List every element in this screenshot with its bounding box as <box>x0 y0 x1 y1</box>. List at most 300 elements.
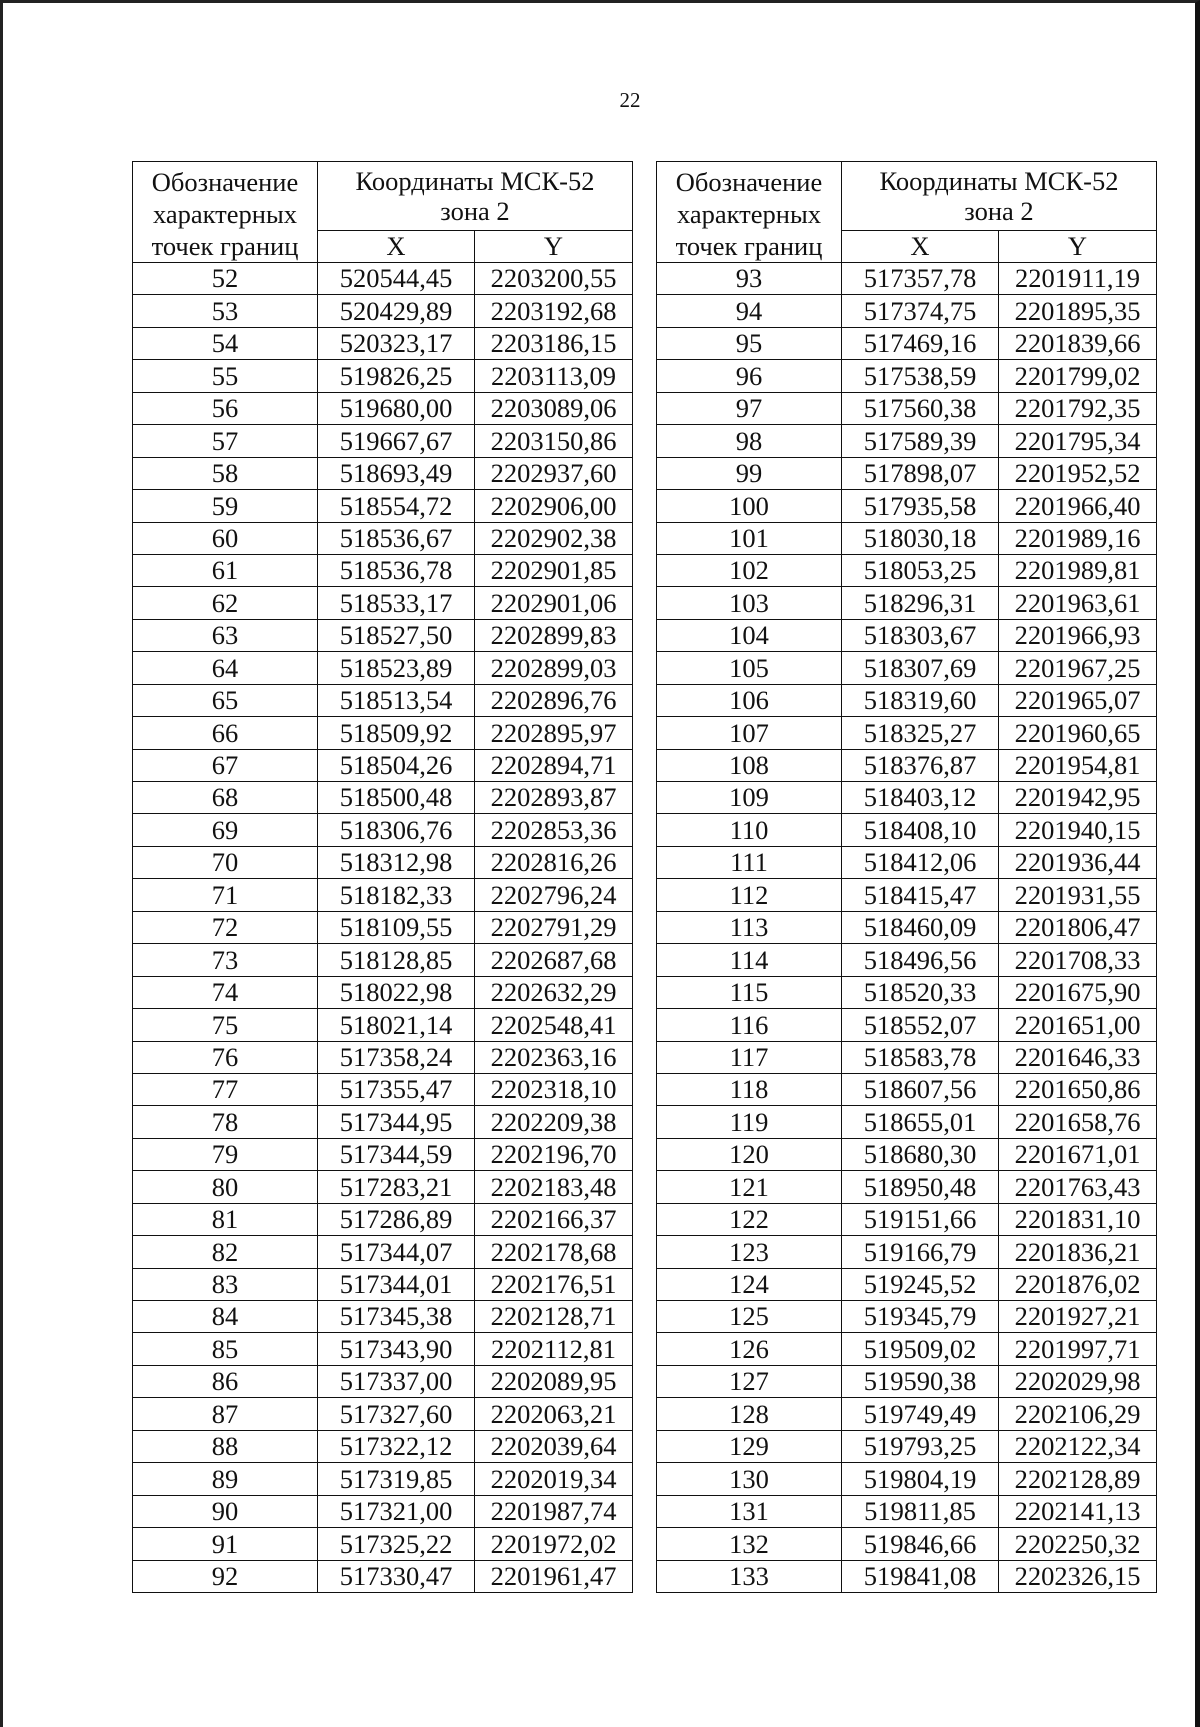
point-id-cell: 67 <box>133 749 318 781</box>
point-id-cell: 95 <box>657 327 842 359</box>
x-coordinate-cell: 518500,48 <box>318 782 475 814</box>
y-coordinate-cell: 2202196,70 <box>475 1138 633 1170</box>
point-id-cell: 55 <box>133 360 318 392</box>
y-coordinate-cell: 2201936,44 <box>999 846 1157 878</box>
y-coordinate-cell: 2202632,29 <box>475 976 633 1008</box>
point-id-cell: 131 <box>657 1495 842 1527</box>
x-coordinate-cell: 519841,08 <box>842 1560 999 1592</box>
x-coordinate-cell: 519590,38 <box>842 1365 999 1397</box>
point-id-cell: 128 <box>657 1398 842 1430</box>
table-row <box>657 1106 1157 1138</box>
y-coordinate-cell: 2201966,93 <box>999 619 1157 651</box>
x-coordinate-cell: 519804,19 <box>842 1463 999 1495</box>
y-coordinate-cell: 2202548,41 <box>475 1009 633 1041</box>
x-coordinate-cell: 518109,55 <box>318 911 475 943</box>
table-row <box>657 879 1157 911</box>
x-coordinate-cell: 518504,26 <box>318 749 475 781</box>
x-coordinate-cell: 518680,30 <box>842 1138 999 1170</box>
point-id-cell: 52 <box>133 263 318 295</box>
table-row <box>657 327 1157 359</box>
table-row <box>133 976 633 1008</box>
table-row <box>657 295 1157 327</box>
table-row <box>657 1041 1157 1073</box>
point-id-cell: 103 <box>657 587 842 619</box>
point-id-cell: 75 <box>133 1009 318 1041</box>
x-coordinate-cell: 518296,31 <box>842 587 999 619</box>
y-coordinate-cell: 2201650,86 <box>999 1073 1157 1105</box>
point-id-cell: 54 <box>133 327 318 359</box>
table-row <box>657 1398 1157 1430</box>
x-coordinate-cell: 517327,60 <box>318 1398 475 1430</box>
x-coordinate-cell: 517337,00 <box>318 1365 475 1397</box>
point-id-cell: 56 <box>133 392 318 424</box>
point-id-cell: 107 <box>657 717 842 749</box>
x-coordinate-cell: 518523,89 <box>318 652 475 684</box>
y-coordinate-cell: 2201942,95 <box>999 782 1157 814</box>
point-id-cell: 127 <box>657 1365 842 1397</box>
table-row <box>657 1528 1157 1560</box>
y-coordinate-cell: 2201940,15 <box>999 814 1157 846</box>
table-row <box>133 587 633 619</box>
x-coordinate-cell: 518325,27 <box>842 717 999 749</box>
point-id-cell: 109 <box>657 782 842 814</box>
x-coordinate-cell: 519667,67 <box>318 425 475 457</box>
x-column-header: X <box>842 231 999 263</box>
y-coordinate-cell: 2202176,51 <box>475 1268 633 1300</box>
table-row <box>657 1430 1157 1462</box>
y-coordinate-cell: 2202906,00 <box>475 490 633 522</box>
point-id-cell: 63 <box>133 619 318 651</box>
y-coordinate-cell: 2202122,34 <box>999 1430 1157 1462</box>
point-label-line-1: Обозначение <box>151 167 299 197</box>
point-id-cell: 114 <box>657 944 842 976</box>
table-row <box>133 1463 633 1495</box>
x-coordinate-cell: 518527,50 <box>318 619 475 651</box>
x-coordinate-cell: 518520,33 <box>842 976 999 1008</box>
point-id-cell: 125 <box>657 1301 842 1333</box>
point-id-cell: 73 <box>133 944 318 976</box>
y-coordinate-cell: 2202128,71 <box>475 1301 633 1333</box>
table-row <box>657 619 1157 651</box>
table-row <box>657 392 1157 424</box>
point-id-cell: 77 <box>133 1073 318 1105</box>
point-label-header <box>133 162 318 263</box>
table-row <box>133 360 633 392</box>
y-coordinate-cell: 2202112,81 <box>475 1333 633 1365</box>
table-row <box>133 1171 633 1203</box>
y-coordinate-cell: 2201965,07 <box>999 684 1157 716</box>
x-coordinate-cell: 517330,47 <box>318 1560 475 1592</box>
point-id-cell: 62 <box>133 587 318 619</box>
x-coordinate-cell: 518496,56 <box>842 944 999 976</box>
y-coordinate-cell: 2201989,16 <box>999 522 1157 554</box>
y-coordinate-cell: 2202896,76 <box>475 684 633 716</box>
point-id-cell: 108 <box>657 749 842 781</box>
point-id-cell: 119 <box>657 1106 842 1138</box>
table-row <box>133 782 633 814</box>
x-coordinate-cell: 517344,07 <box>318 1236 475 1268</box>
y-coordinate-cell: 2202209,38 <box>475 1106 633 1138</box>
table-row <box>133 457 633 489</box>
table-row <box>133 1301 633 1333</box>
y-column-header: Y <box>475 231 633 263</box>
x-coordinate-cell: 517344,95 <box>318 1106 475 1138</box>
y-coordinate-cell: 2202063,21 <box>475 1398 633 1430</box>
x-coordinate-cell: 518021,14 <box>318 1009 475 1041</box>
table-row <box>133 522 633 554</box>
point-id-cell: 120 <box>657 1138 842 1170</box>
point-id-cell: 90 <box>133 1495 318 1527</box>
x-coordinate-cell: 518022,98 <box>318 976 475 1008</box>
y-coordinate-cell: 2201989,81 <box>999 554 1157 586</box>
point-id-cell: 112 <box>657 879 842 911</box>
point-label-line-2: характерных <box>676 199 822 229</box>
x-coordinate-cell: 518460,09 <box>842 911 999 943</box>
table-row <box>657 587 1157 619</box>
y-coordinate-cell: 2202893,87 <box>475 782 633 814</box>
table-row <box>657 1495 1157 1527</box>
table-row <box>133 944 633 976</box>
point-id-cell: 99 <box>657 457 842 489</box>
y-coordinate-cell: 2203089,06 <box>475 392 633 424</box>
y-coordinate-cell: 2202039,64 <box>475 1430 633 1462</box>
table-row <box>133 1106 633 1138</box>
table-row <box>133 1560 633 1592</box>
point-id-cell: 118 <box>657 1073 842 1105</box>
point-id-cell: 78 <box>133 1106 318 1138</box>
x-coordinate-cell: 517344,59 <box>318 1138 475 1170</box>
point-id-cell: 80 <box>133 1171 318 1203</box>
x-coordinate-cell: 517286,89 <box>318 1203 475 1235</box>
table-row <box>133 1430 633 1462</box>
x-coordinate-cell: 518053,25 <box>842 554 999 586</box>
x-coordinate-cell: 517469,16 <box>842 327 999 359</box>
point-label-header <box>657 162 842 263</box>
point-id-cell: 105 <box>657 652 842 684</box>
x-coordinate-cell: 518412,06 <box>842 846 999 878</box>
x-coordinate-cell: 518303,67 <box>842 619 999 651</box>
point-id-cell: 72 <box>133 911 318 943</box>
point-id-cell: 81 <box>133 1203 318 1235</box>
point-id-cell: 53 <box>133 295 318 327</box>
point-id-cell: 111 <box>657 846 842 878</box>
y-coordinate-cell: 2202816,26 <box>475 846 633 878</box>
table-row <box>133 846 633 878</box>
point-id-cell: 116 <box>657 1009 842 1041</box>
coordinates-group-header <box>842 162 1157 231</box>
table-row <box>657 652 1157 684</box>
y-coordinate-cell: 2201966,40 <box>999 490 1157 522</box>
x-coordinate-cell: 518536,78 <box>318 554 475 586</box>
x-coordinate-cell: 519680,00 <box>318 392 475 424</box>
y-coordinate-cell: 2201967,25 <box>999 652 1157 684</box>
table-row <box>133 295 633 327</box>
table-row <box>133 652 633 684</box>
table-row <box>657 1301 1157 1333</box>
table-row <box>133 879 633 911</box>
point-id-cell: 86 <box>133 1365 318 1397</box>
y-coordinate-cell: 2202902,38 <box>475 522 633 554</box>
x-coordinate-cell: 518182,33 <box>318 879 475 911</box>
y-column-header: Y <box>999 231 1157 263</box>
y-coordinate-cell: 2201651,00 <box>999 1009 1157 1041</box>
y-coordinate-cell: 2201763,43 <box>999 1171 1157 1203</box>
x-coordinate-cell: 517321,00 <box>318 1495 475 1527</box>
y-coordinate-cell: 2201961,47 <box>475 1560 633 1592</box>
table-row <box>133 684 633 716</box>
point-label-line-3: точек границ <box>151 231 299 261</box>
point-id-cell: 85 <box>133 1333 318 1365</box>
y-coordinate-cell: 2201646,33 <box>999 1041 1157 1073</box>
coordinates-table-left <box>132 161 633 1593</box>
x-coordinate-cell: 519826,25 <box>318 360 475 392</box>
y-coordinate-cell: 2201972,02 <box>475 1528 633 1560</box>
point-label-line-3: точек границ <box>675 231 823 261</box>
y-coordinate-cell: 2202089,95 <box>475 1365 633 1397</box>
x-coordinate-cell: 517345,38 <box>318 1301 475 1333</box>
x-coordinate-cell: 519793,25 <box>842 1430 999 1462</box>
x-coordinate-cell: 518319,60 <box>842 684 999 716</box>
x-coordinate-cell: 518693,49 <box>318 457 475 489</box>
y-coordinate-cell: 2202796,24 <box>475 879 633 911</box>
point-id-cell: 98 <box>657 425 842 457</box>
table-row <box>657 522 1157 554</box>
x-coordinate-cell: 517357,78 <box>842 263 999 295</box>
point-id-cell: 57 <box>133 425 318 457</box>
point-id-cell: 64 <box>133 652 318 684</box>
y-coordinate-cell: 2201895,35 <box>999 295 1157 327</box>
table-row <box>657 360 1157 392</box>
y-coordinate-cell: 2202899,83 <box>475 619 633 651</box>
x-coordinate-cell: 519846,66 <box>842 1528 999 1560</box>
y-coordinate-cell: 2201927,21 <box>999 1301 1157 1333</box>
x-coordinate-cell: 517322,12 <box>318 1430 475 1462</box>
point-id-cell: 97 <box>657 392 842 424</box>
point-id-cell: 84 <box>133 1301 318 1333</box>
y-coordinate-cell: 2202899,03 <box>475 652 633 684</box>
table-row <box>133 425 633 457</box>
x-coordinate-cell: 517343,90 <box>318 1333 475 1365</box>
y-coordinate-cell: 2201931,55 <box>999 879 1157 911</box>
x-coordinate-cell: 517560,38 <box>842 392 999 424</box>
table-row <box>133 1333 633 1365</box>
x-coordinate-cell: 518415,47 <box>842 879 999 911</box>
table-row <box>657 684 1157 716</box>
point-id-cell: 117 <box>657 1041 842 1073</box>
point-id-cell: 69 <box>133 814 318 846</box>
coords-label-line-2: зона 2 <box>440 196 510 226</box>
y-coordinate-cell: 2202895,97 <box>475 717 633 749</box>
point-id-cell: 82 <box>133 1236 318 1268</box>
table-row <box>657 782 1157 814</box>
x-coordinate-cell: 518513,54 <box>318 684 475 716</box>
point-id-cell: 123 <box>657 1236 842 1268</box>
point-id-cell: 94 <box>657 295 842 327</box>
table-row <box>133 490 633 522</box>
point-label-line-2: характерных <box>152 199 298 229</box>
y-coordinate-cell: 2201708,33 <box>999 944 1157 976</box>
point-id-cell: 101 <box>657 522 842 554</box>
y-coordinate-cell: 2202318,10 <box>475 1073 633 1105</box>
table-row <box>657 1560 1157 1592</box>
y-coordinate-cell: 2201960,65 <box>999 717 1157 749</box>
table-row <box>657 1138 1157 1170</box>
point-id-cell: 59 <box>133 490 318 522</box>
x-coordinate-cell: 517283,21 <box>318 1171 475 1203</box>
x-coordinate-cell: 519245,52 <box>842 1268 999 1300</box>
y-coordinate-cell: 2201963,61 <box>999 587 1157 619</box>
y-coordinate-cell: 2201839,66 <box>999 327 1157 359</box>
point-id-cell: 71 <box>133 879 318 911</box>
point-id-cell: 60 <box>133 522 318 554</box>
point-id-cell: 121 <box>657 1171 842 1203</box>
table-row <box>133 1365 633 1397</box>
table-row <box>657 1171 1157 1203</box>
y-coordinate-cell: 2203150,86 <box>475 425 633 457</box>
y-coordinate-cell: 2202326,15 <box>999 1560 1157 1592</box>
coordinates-group-header <box>318 162 633 231</box>
table-row <box>133 717 633 749</box>
y-coordinate-cell: 2202791,29 <box>475 911 633 943</box>
y-coordinate-cell: 2202141,13 <box>999 1495 1157 1527</box>
table-row <box>133 1236 633 1268</box>
x-coordinate-cell: 517344,01 <box>318 1268 475 1300</box>
point-id-cell: 76 <box>133 1041 318 1073</box>
point-id-cell: 113 <box>657 911 842 943</box>
y-coordinate-cell: 2202901,85 <box>475 554 633 586</box>
coords-label-line-1: Координаты МСК-52 <box>355 166 595 196</box>
y-coordinate-cell: 2201987,74 <box>475 1495 633 1527</box>
x-coordinate-cell: 520323,17 <box>318 327 475 359</box>
coords-label-line-1: Координаты МСК-52 <box>879 166 1119 196</box>
table-row <box>133 1203 633 1235</box>
table-row <box>657 263 1157 295</box>
point-id-cell: 58 <box>133 457 318 489</box>
x-coordinate-cell: 519151,66 <box>842 1203 999 1235</box>
y-coordinate-cell: 2202128,89 <box>999 1463 1157 1495</box>
x-coordinate-cell: 518554,72 <box>318 490 475 522</box>
table-row <box>133 392 633 424</box>
table-row <box>133 619 633 651</box>
x-coordinate-cell: 518583,78 <box>842 1041 999 1073</box>
x-coordinate-cell: 517355,47 <box>318 1073 475 1105</box>
y-coordinate-cell: 2202853,36 <box>475 814 633 846</box>
table-row <box>133 327 633 359</box>
coordinates-table-right <box>656 161 1157 1593</box>
x-coordinate-cell: 518536,67 <box>318 522 475 554</box>
y-coordinate-cell: 2203192,68 <box>475 295 633 327</box>
y-coordinate-cell: 2201795,34 <box>999 425 1157 457</box>
point-id-cell: 100 <box>657 490 842 522</box>
table-row <box>133 1041 633 1073</box>
page-number: 22 <box>619 88 641 112</box>
y-coordinate-cell: 2201792,35 <box>999 392 1157 424</box>
x-coordinate-cell: 518312,98 <box>318 846 475 878</box>
point-id-cell: 115 <box>657 976 842 1008</box>
x-coordinate-cell: 519509,02 <box>842 1333 999 1365</box>
y-coordinate-cell: 2201911,19 <box>999 263 1157 295</box>
table-row <box>133 1138 633 1170</box>
table-row <box>657 457 1157 489</box>
point-id-cell: 129 <box>657 1430 842 1462</box>
point-id-cell: 106 <box>657 684 842 716</box>
y-coordinate-cell: 2201876,02 <box>999 1268 1157 1300</box>
point-id-cell: 70 <box>133 846 318 878</box>
x-coordinate-cell: 517589,39 <box>842 425 999 457</box>
table-row <box>657 976 1157 1008</box>
x-coordinate-cell: 518376,87 <box>842 749 999 781</box>
point-id-cell: 132 <box>657 1528 842 1560</box>
y-coordinate-cell: 2202894,71 <box>475 749 633 781</box>
table-row <box>133 1268 633 1300</box>
y-coordinate-cell: 2202166,37 <box>475 1203 633 1235</box>
point-id-cell: 133 <box>657 1560 842 1592</box>
table-body-left <box>133 263 633 1593</box>
y-coordinate-cell: 2202019,34 <box>475 1463 633 1495</box>
point-id-cell: 126 <box>657 1333 842 1365</box>
x-coordinate-cell: 518552,07 <box>842 1009 999 1041</box>
table-row <box>657 1333 1157 1365</box>
y-coordinate-cell: 2201658,76 <box>999 1106 1157 1138</box>
y-coordinate-cell: 2201836,21 <box>999 1236 1157 1268</box>
table-row <box>657 749 1157 781</box>
y-coordinate-cell: 2202183,48 <box>475 1171 633 1203</box>
point-id-cell: 74 <box>133 976 318 1008</box>
y-coordinate-cell: 2203113,09 <box>475 360 633 392</box>
y-coordinate-cell: 2202029,98 <box>999 1365 1157 1397</box>
point-label-line-1: Обозначение <box>675 167 823 197</box>
table-row <box>133 263 633 295</box>
point-id-cell: 68 <box>133 782 318 814</box>
point-id-cell: 79 <box>133 1138 318 1170</box>
x-coordinate-cell: 519749,49 <box>842 1398 999 1430</box>
table-row <box>133 911 633 943</box>
x-coordinate-cell: 518128,85 <box>318 944 475 976</box>
point-id-cell: 65 <box>133 684 318 716</box>
point-id-cell: 88 <box>133 1430 318 1462</box>
y-coordinate-cell: 2201799,02 <box>999 360 1157 392</box>
table-row <box>133 1009 633 1041</box>
y-coordinate-cell: 2203186,15 <box>475 327 633 359</box>
x-column-header: X <box>318 231 475 263</box>
point-id-cell: 122 <box>657 1203 842 1235</box>
table-row <box>657 1463 1157 1495</box>
table-row <box>657 1268 1157 1300</box>
y-coordinate-cell: 2202250,32 <box>999 1528 1157 1560</box>
point-id-cell: 130 <box>657 1463 842 1495</box>
point-id-cell: 124 <box>657 1268 842 1300</box>
y-coordinate-cell: 2202687,68 <box>475 944 633 976</box>
y-coordinate-cell: 2202178,68 <box>475 1236 633 1268</box>
x-coordinate-cell: 517319,85 <box>318 1463 475 1495</box>
x-coordinate-cell: 518403,12 <box>842 782 999 814</box>
point-id-cell: 96 <box>657 360 842 392</box>
y-coordinate-cell: 2202363,16 <box>475 1041 633 1073</box>
x-coordinate-cell: 518533,17 <box>318 587 475 619</box>
point-id-cell: 102 <box>657 554 842 586</box>
table-row <box>657 717 1157 749</box>
point-id-cell: 92 <box>133 1560 318 1592</box>
y-coordinate-cell: 2201997,71 <box>999 1333 1157 1365</box>
table-row <box>657 944 1157 976</box>
y-coordinate-cell: 2202937,60 <box>475 457 633 489</box>
table-row <box>657 1009 1157 1041</box>
x-coordinate-cell: 519166,79 <box>842 1236 999 1268</box>
y-coordinate-cell: 2203200,55 <box>475 263 633 295</box>
y-coordinate-cell: 2201831,10 <box>999 1203 1157 1235</box>
table-row <box>133 1528 633 1560</box>
x-coordinate-cell: 520429,89 <box>318 295 475 327</box>
